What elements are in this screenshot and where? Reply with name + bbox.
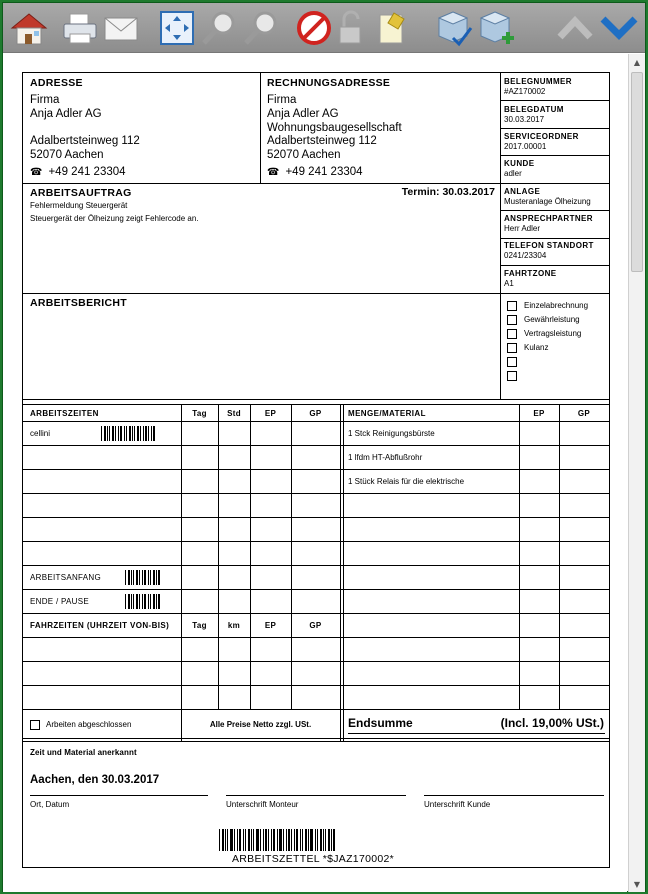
- zoom-in-icon[interactable]: [199, 9, 239, 47]
- phone-icon: ☎: [267, 166, 280, 178]
- info-value: Musteranlage Ölheizung: [504, 197, 591, 206]
- work-done-checkbox[interactable]: [30, 720, 40, 730]
- billing-line2: Anja Adler AG: [267, 108, 339, 120]
- checkbox[interactable]: [507, 371, 517, 381]
- info-label: ANLAGE: [504, 187, 541, 196]
- toolbar: [3, 3, 645, 53]
- travel-title: FAHRZEITEN (UHRZEIT VON-BIS): [30, 621, 170, 630]
- billing-line3: Wohnungsbaugesellschaft: [267, 122, 402, 134]
- add-box-icon[interactable]: [473, 9, 517, 47]
- info-value: #AZ170002: [504, 87, 546, 96]
- col-header: km: [227, 621, 241, 630]
- work-start-label: ARBEITSANFANG: [30, 573, 102, 582]
- col-header: EP: [264, 409, 277, 418]
- info-value: 30.03.2017: [504, 115, 545, 124]
- info-label: SERVICEORDNER: [504, 132, 579, 141]
- billing-phone: +49 241 23304: [285, 166, 363, 178]
- address-phone: +49 241 23304: [48, 166, 126, 178]
- order-termin: Termin: 30.03.2017: [401, 186, 495, 198]
- check-label: Gewährleistung: [524, 315, 580, 324]
- checkbox[interactable]: [507, 301, 517, 311]
- place-date: Aachen, den 30.03.2017: [30, 774, 160, 786]
- col-header: EP: [533, 409, 545, 418]
- netto-note: Alle Preise Netto zzgl. USt.: [209, 720, 312, 729]
- col-header: GP: [309, 621, 322, 630]
- cancel-icon[interactable]: [295, 9, 333, 47]
- lock-open-icon[interactable]: [333, 9, 373, 47]
- info-value: 0241/23304: [504, 251, 547, 260]
- material-row: 1 lfdm HT-Abflußrohr: [348, 453, 423, 462]
- address-title: ADRESSE: [30, 77, 83, 89]
- billing-phone-row: [267, 166, 363, 178]
- worker-name: cellini: [30, 429, 51, 438]
- vat-note: (Incl. 19,00% USt.): [500, 716, 604, 730]
- info-label: TELEFON STANDORT: [504, 241, 594, 250]
- sig-customer-label: Unterschrift Kunde: [424, 800, 491, 809]
- scroll-thumb[interactable]: [631, 72, 643, 272]
- printer-icon[interactable]: [59, 9, 101, 47]
- confirm-box-icon[interactable]: [431, 9, 475, 47]
- work-done-label: Arbeiten abgeschlossen: [46, 720, 132, 729]
- email-icon[interactable]: [101, 9, 141, 47]
- col-header: Std: [227, 409, 241, 418]
- info-label: BELEGDATUM: [504, 105, 564, 114]
- fit-page-icon[interactable]: [157, 9, 197, 47]
- material-row: 1 Stck Reinigungsbürste: [348, 429, 435, 438]
- checkbox[interactable]: [507, 329, 517, 339]
- notes-icon[interactable]: [373, 9, 413, 47]
- scroll-up-icon[interactable]: ▲: [633, 57, 641, 67]
- billing-title: RECHNUNGSADRESSE: [267, 77, 391, 89]
- billing-line1: Firma: [267, 94, 297, 106]
- address-city: 52070 Aachen: [30, 149, 104, 161]
- info-label: KUNDE: [504, 159, 535, 168]
- address-line1: Firma: [30, 94, 60, 106]
- col-header: Tag: [192, 621, 207, 630]
- phone-icon: ☎: [30, 166, 43, 178]
- col-header: GP: [577, 409, 591, 418]
- barcode: [125, 594, 160, 609]
- col-header: EP: [264, 621, 277, 630]
- barcode: [125, 570, 160, 585]
- document-area: [3, 54, 627, 892]
- checkbox[interactable]: [507, 343, 517, 353]
- approved-label: Zeit und Material anerkannt: [30, 748, 137, 757]
- sum-label: Endsumme: [348, 716, 413, 730]
- col-header: GP: [309, 409, 322, 418]
- barcode-caption: ARBEITSZETTEL *$JAZ170002*: [231, 853, 395, 865]
- barcode: [101, 426, 155, 441]
- home-icon[interactable]: [7, 9, 51, 47]
- info-label: BELEGNUMMER: [504, 77, 572, 86]
- order-subject: Fehlermeldung Steuergerät: [30, 201, 128, 210]
- material-row: 1 Stück Relais für die elektrische: [348, 477, 465, 486]
- info-value: 2017.00001: [504, 142, 547, 151]
- vertical-scrollbar[interactable]: [628, 54, 645, 892]
- check-label: Kulanz: [524, 343, 549, 352]
- info-value: adler: [504, 169, 522, 178]
- col-header: Tag: [192, 409, 207, 418]
- info-label: FAHRTZONE: [504, 269, 557, 278]
- report-title: ARBEITSBERICHT: [30, 297, 127, 309]
- check-label: Vertragsleistung: [524, 329, 582, 338]
- billing-city: 52070 Aachen: [267, 149, 341, 161]
- work-end-label: ENDE / PAUSE: [30, 597, 90, 606]
- address-street: Adalbertsteinweg 112: [30, 135, 140, 147]
- info-label: ANSPRECHPARTNER: [504, 214, 593, 223]
- order-title: ARBEITSAUFTRAG: [30, 187, 132, 199]
- address-line2: Anja Adler AG: [30, 108, 102, 120]
- barcode: [219, 829, 335, 851]
- worktimes-title: ARBEITSZEITEN: [30, 409, 99, 418]
- scroll-down-icon[interactable]: ▼: [633, 879, 641, 889]
- billing-street: Adalbertsteinweg 112: [267, 135, 377, 147]
- checkbox[interactable]: [507, 315, 517, 325]
- zoom-out-icon[interactable]: [241, 9, 281, 47]
- page-down-icon[interactable]: [597, 9, 641, 47]
- order-description: Steuergerät der Ölheizung zeigt Fehlercode an.: [30, 214, 199, 223]
- address-phone-row: [30, 166, 126, 178]
- app-window: [2, 2, 646, 892]
- material-title: MENGE/MATERIAL: [348, 409, 426, 418]
- checkbox[interactable]: [507, 357, 517, 367]
- info-value: A1: [504, 279, 514, 288]
- info-value: Herr Adler: [504, 224, 541, 233]
- work-order-sheet: [22, 72, 610, 868]
- page-up-icon[interactable]: [555, 9, 595, 47]
- sig-technician-label: Unterschrift Monteur: [226, 800, 299, 809]
- sig-place-date-label: Ort, Datum: [30, 800, 70, 809]
- check-label: Einzelabrechnung: [524, 301, 589, 310]
